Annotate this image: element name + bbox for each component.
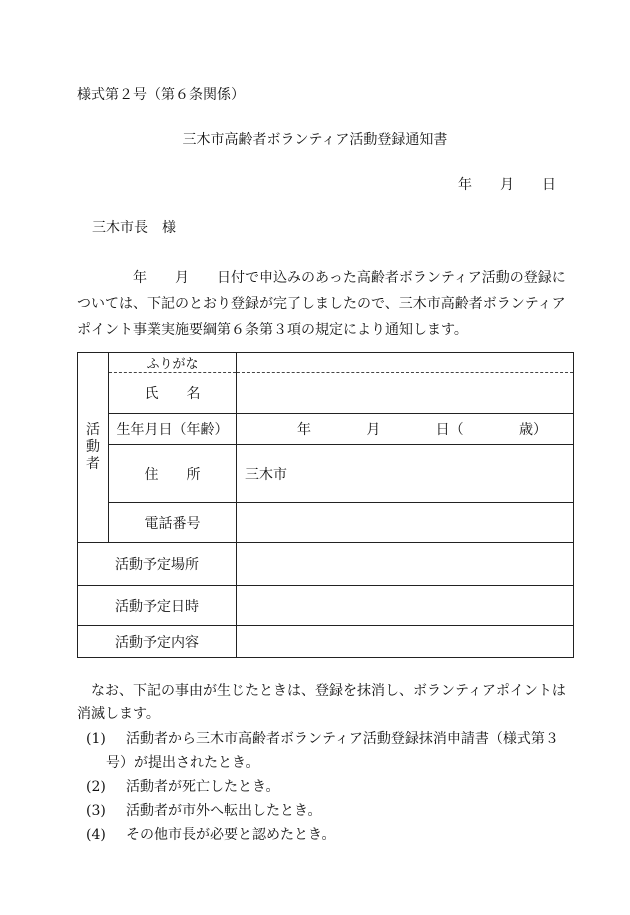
participant-group-label: 活 動 者 <box>78 353 109 543</box>
condition-item: (3) 活動者が市外へ転出したとき。 <box>86 803 322 819</box>
conditions-list <box>86 727 559 847</box>
document-title: 三木市高齢者ボランティア活動登録通知書 <box>182 132 448 148</box>
cancellation-note <box>77 680 573 726</box>
form-number: 様式第２号（第６条関係） <box>77 87 245 103</box>
address-label: 住 所 <box>109 445 237 503</box>
addressee: 三木市長 様 <box>92 220 176 236</box>
activity-place-field[interactable] <box>237 543 574 586</box>
birthdate-field[interactable] <box>237 414 574 445</box>
condition-item-continuation: 号）が提出されたとき。 <box>106 755 260 771</box>
birth-day-unit: 日（ <box>435 422 464 438</box>
intro-line-2: ついては、下記のとおり登録が完了しましたので、三木市高齢者ボランティア <box>77 296 566 312</box>
condition-item: (1) 活動者から三木市高齢者ボランティア活動登録抹消申請書（様式第３ <box>86 731 559 747</box>
activity-datetime-label: 活動予定日時 <box>78 586 237 626</box>
issue-date <box>458 178 556 192</box>
birth-month-unit: 月 <box>366 422 381 438</box>
registration-table <box>77 352 574 658</box>
activity-content-field[interactable] <box>237 626 574 658</box>
intro-line-3: ポイント事業実施要綱第６条第３項の規定により通知します。 <box>77 322 468 338</box>
name-label: 氏 名 <box>109 373 237 414</box>
birth-year-unit: 年 <box>297 422 311 438</box>
activity-content-label: 活動予定内容 <box>78 626 237 658</box>
furigana-field[interactable] <box>237 353 574 373</box>
phone-field[interactable] <box>237 503 574 543</box>
address-field[interactable]: 三木市 <box>237 445 574 503</box>
age-unit: 歳） <box>518 422 547 438</box>
note-line-2: 消滅します。 <box>77 706 160 722</box>
birthdate-label: 生年月日（年齢） <box>109 414 237 445</box>
condition-item: (4) その他市長が必要と認めたとき。 <box>86 827 336 843</box>
condition-item: (2) 活動者が死亡したとき。 <box>86 779 280 795</box>
activity-datetime-field[interactable] <box>237 586 574 626</box>
date-month-label: 月 <box>500 177 514 193</box>
phone-label: 電話番号 <box>109 503 237 543</box>
name-field[interactable] <box>237 373 574 414</box>
note-line-1: なお、下記の事由が生じたときは、登録を抹消し、ボランティアポイントは <box>77 683 566 699</box>
date-day-label: 日 <box>542 177 556 193</box>
activity-place-label: 活動予定場所 <box>78 543 237 586</box>
intro-line-1: 年 月 日付で申込みのあった高齢者ボランティア活動の登録に <box>77 270 566 286</box>
date-year-label: 年 <box>458 177 472 193</box>
furigana-label: ふりがな <box>109 353 237 373</box>
intro-paragraph <box>77 265 573 343</box>
